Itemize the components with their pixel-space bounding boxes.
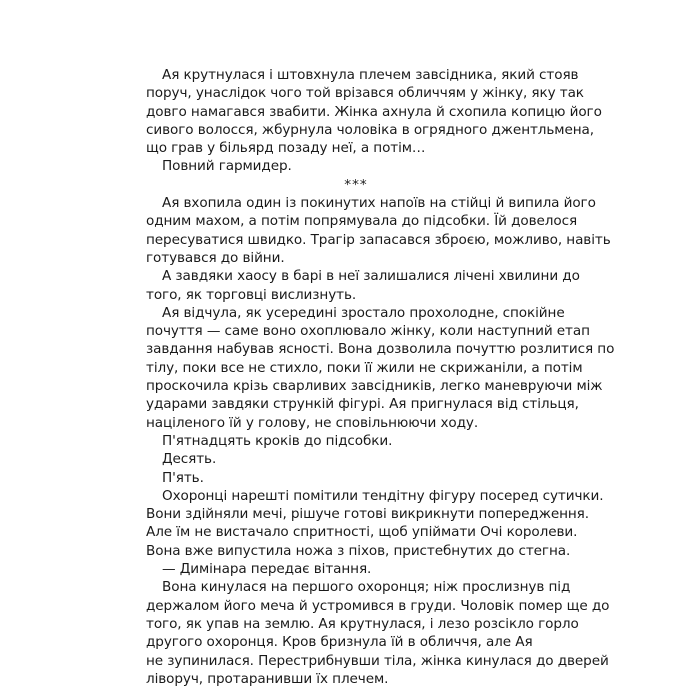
paragraph — [146, 267, 580, 304]
text-line: завдання набував ясності. Вона дозволила почуттю розлитися по — [146, 341, 615, 358]
paragraph — [146, 66, 602, 157]
text-line: ударами завдяки стрункій фігурі. Ая пригнулася від стільця, — [146, 396, 579, 413]
text-line: Ая відчула, як усередині зростало прохолодне, спокійне — [162, 304, 565, 321]
paragraph — [146, 304, 615, 432]
text-line: тілу, поки все не стихло, поки її жили не скрижаніли, а потім — [146, 359, 583, 376]
text-line: що грав у більярд позаду неї, а потім… — [146, 140, 426, 157]
text-line: другого охоронця. Кров бризнула їй в обличчя, але Ая — [146, 634, 533, 651]
text-line: Але їм не вистачало спритності, щоб упіймати Очі королеви. — [146, 524, 578, 541]
text-line: А завдяки хаосу в барі в неї залишалися лічені хвилини до — [162, 268, 580, 285]
text-line: Ая крутнулася і штовхнула плечем завсідника, який стояв — [162, 67, 579, 83]
text-line: Десять. — [162, 451, 217, 468]
text-line: держалом його меча й устромився в груди. Чоловік помер ще до — [146, 597, 610, 614]
paragraph — [146, 432, 558, 450]
text-line: Повний гармидер. — [162, 158, 292, 175]
text-line: ліворуч, протаранивши їх плечем. — [146, 670, 389, 687]
text-line: готувався до війни. — [146, 249, 285, 266]
section-separator: *** — [344, 176, 368, 193]
text-line: націленого їй у голову, не сповільнюючи ходу. — [146, 414, 479, 431]
paragraph — [146, 578, 610, 688]
text-line: того, як торговці вислизнуть. — [146, 286, 357, 303]
text-line: сивого волосся, жбурнула чоловіка в огрядного джентльмена, — [146, 121, 594, 138]
text-line: одним махом, а потім попрямувала до підсобки. Їй довелося — [146, 213, 578, 230]
paragraph — [146, 450, 558, 468]
paragraph — [146, 157, 558, 175]
text-line: Вона кинулася на першого охоронця; ніж прослизнув під — [162, 579, 571, 596]
text-line: Вона вже випустила ножа з піхов, пристебнутих до стегна. — [146, 542, 571, 559]
paragraph — [146, 194, 611, 267]
paragraph — [146, 469, 558, 487]
text-line: П'ять. — [162, 469, 204, 486]
text-line: П'ятнадцять кроків до підсобки. — [162, 432, 393, 449]
text-line: — Димінара передає вітання. — [162, 561, 372, 578]
text-line: пересуватися швидко. Трагір запасався зброєю, можливо, навіть — [146, 231, 611, 248]
text-line: проскочила крізь сварливих завсідників, легко маневруючи між — [146, 378, 603, 395]
text-line: Вони здійняли мечі, рішуче готові викрикнути попередження. — [146, 506, 589, 523]
text-block-after-separator — [146, 194, 615, 688]
paragraph — [146, 560, 558, 578]
text-line: того, як упав на землю. Ая крутнулася, і лезо розсікло горло — [146, 615, 579, 632]
text-line: Охоронці нарешті помітили тендітну фігуру посеред сутички. — [162, 487, 604, 504]
text-line: довго намагався звабити. Жінка ахнула й схопила копицю його — [146, 103, 602, 120]
text-line: почуття — саме воно охоплювало жінку, коли наступний етап — [146, 323, 590, 340]
paragraph — [146, 487, 604, 560]
text-line: Ая вхопила один із покинутих напоїв на стійці й випила його — [162, 195, 596, 212]
text-block-before-separator — [146, 66, 602, 176]
text-line: поруч, унаслідок чого той врізався обличчям у жінку, яку так — [146, 85, 584, 102]
text-line: не зупинилася. Перестрибнувши тіла, жінка кинулася до дверей — [146, 652, 609, 669]
book-page — [146, 66, 615, 688]
